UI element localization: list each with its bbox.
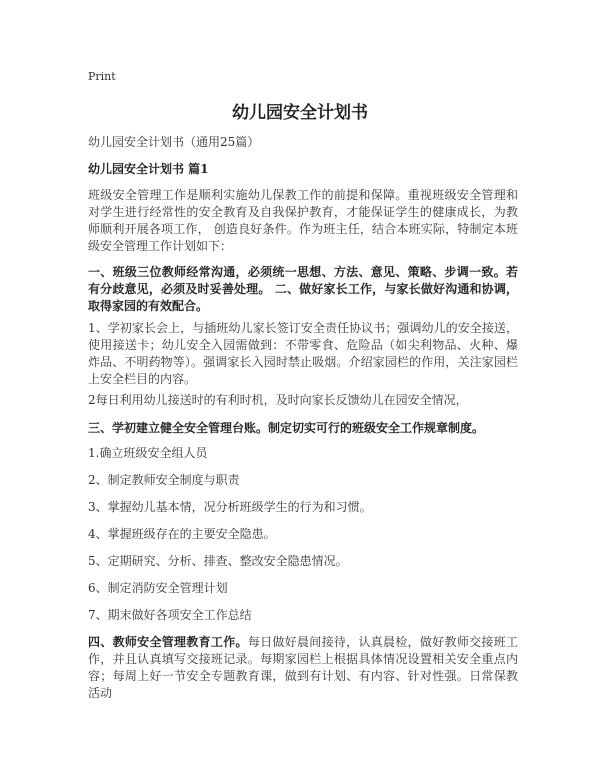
intro-paragraph: 班级安全管理工作是顺利实施幼儿保教工作的前提和保障。重视班级安全管理和对学生进行经常性的安全教育及自我保护教育，才能保证学生的健康成长，为教师顺利开展各项工作， 创造良好条件。作为班主任，结合本班实际，特制定本班级安全管理工作计划如下： <box>88 188 518 253</box>
point-3-heading: 三、学初建立健全安全管理台账。制定切实可行的班级安全工作规章制度。 <box>88 421 485 435</box>
section-heading: 幼儿园安全计划书 篇1 <box>88 162 209 176</box>
point-3-item: 5、定期研究、分析、排查、整改安全隐患情况。 <box>88 554 348 568</box>
print-link[interactable]: Print <box>88 70 116 83</box>
point-3-item: 7、期末做好各项安全工作总结 <box>88 608 252 622</box>
document-subtitle: 幼儿园安全计划书（通用25篇） <box>88 135 260 149</box>
point-3-item: 6、制定消防安全管理计划 <box>88 581 228 595</box>
point-4-heading: 四、教师安全管理教育工作。 <box>88 635 248 649</box>
point-4-text: 每日做好晨间接待，认真晨检，做好教师交接班工作，并且认真填写交接班记录。每期家园栏上根据具体情况设置相关安全重点内容；每周上好一节安全专题教育课，做到有计划、有内容、针对性强。日常保教活动 <box>88 635 518 700</box>
point-3-item: 2、制定教师安全制度与职责 <box>88 473 240 487</box>
point-1-item-2: 2每日利用幼儿接送时的有利时机，及时向家长反馈幼儿在园安全情况， <box>88 393 468 407</box>
point-1-heading: 一、班级三位教师经常沟通，必须统一思想、方法、意见、策略、步调一致。若有分歧意见，必须及时妥善处理。 二、做好家长工作，与家长做好沟通和协调，取得家园的有效配合。 <box>88 265 518 313</box>
point-3-item: 1.确立班级安全组人员 <box>88 446 208 460</box>
point-4-paragraph <box>88 634 518 702</box>
point-3-item: 4、掌握班级存在的主要安全隐患。 <box>88 527 276 541</box>
point-1-detail: 1、学初家长会上，与插班幼儿家长签订安全责任协议书；强调幼儿的安全接送，使用接送卡；幼儿安全入园需做到：不带零食、危险品（如尖利物品、火种、爆炸品、不明药物等）。强调家长入园时禁止吸烟。介绍家园栏的作用，关注家园栏上安全栏目的内容。 <box>88 321 518 386</box>
document-title: 幼儿园安全计划书 <box>232 103 368 123</box>
point-3-item: 3、掌握幼儿基本情，况分析班级学生的行为和习惯。 <box>88 500 372 514</box>
